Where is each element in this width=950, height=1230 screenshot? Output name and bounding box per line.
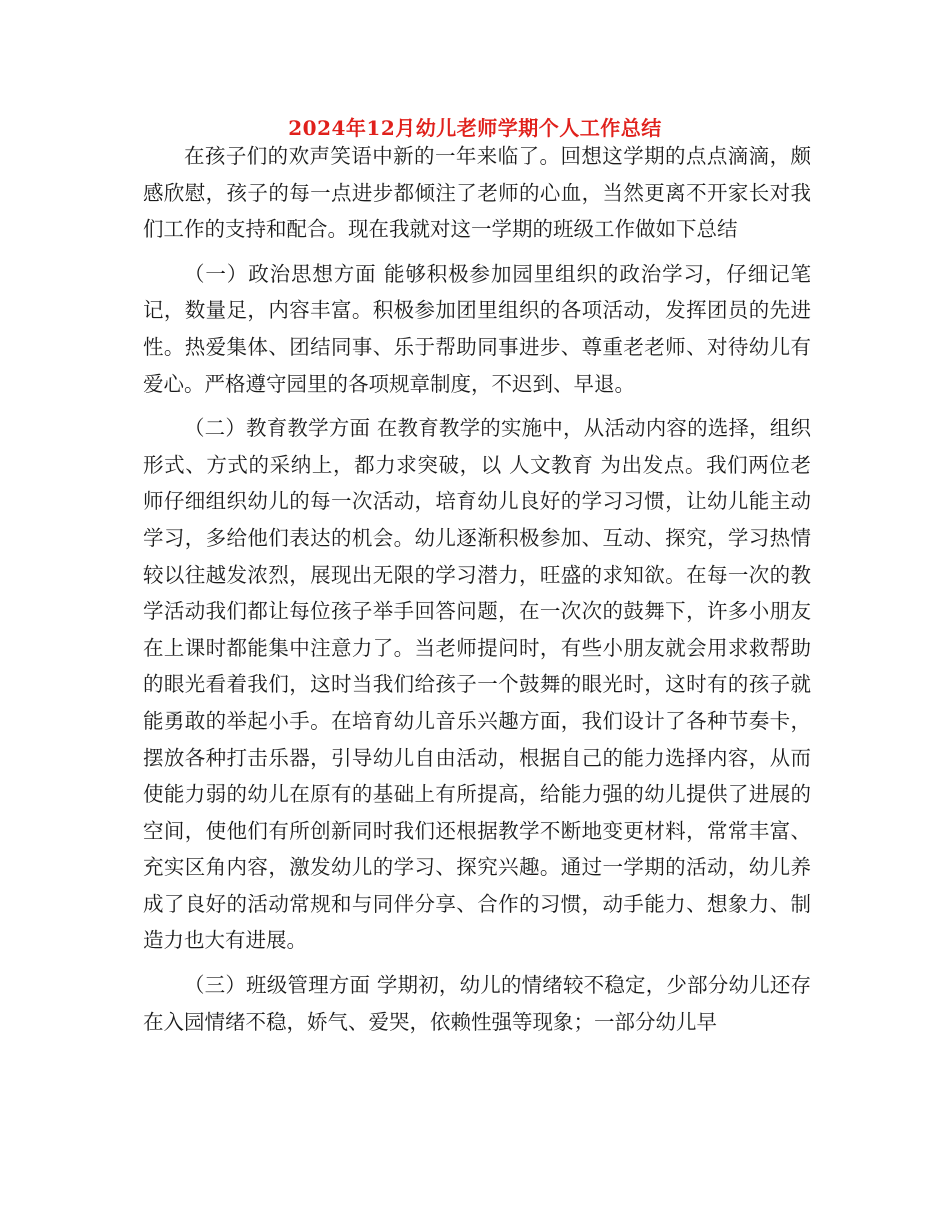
paragraph-class-management: （三）班级管理方面 学期初，幼儿的情绪较不稳定，少部分幼儿还存在入园情绪不稳，娇气、爱哭，依赖性强等现象；一部分幼儿早 — [143, 973, 811, 1034]
document-title: 2024年12月幼儿老师学期个人工作总结 — [288, 116, 662, 140]
document-body — [143, 138, 811, 1040]
paragraph-education-teaching: （二）教育教学方面 在教育教学的实施中，从活动内容的选择，组织形式、方式的采纳上，都力求突破，以 人文教育 为出发点。我们两位老师仔细组织幼儿的每一次活动，培育幼儿良好的学习习惯，让幼儿能主动学习，多给他们表达的机会。幼儿逐渐积极参加、互动、探究，学习热情较以往越发浓烈，展现出无限的学习潜力，旺盛的求知欲。在每一次的教学活动我们都让每位孩子举手回答问题，在一次次的鼓舞下，许多小朋友在上课时都能集中注意力了。当老师提问时，有些小朋友就会用求救帮助的眼光看着我们，这时当我们给孩子一个鼓舞的眼光时，这时有的孩子就能勇敢的举起小手。在培育幼儿音乐兴趣方面，我们设计了各种节奏卡，摆放各种打击乐器，引导幼儿自由活动，根据自己的能力选择内容，从而使能力弱的幼儿在原有的基础上有所提高，给能力强的幼儿提供了进展的空间，使他们有所创新同时我们还根据教学不断地变更材料，常常丰富、充实区角内容，激发幼儿的学习、探究兴趣。通过一学期的活动，幼儿养成了良好的活动常规和与同伴分享、合作的习惯，动手能力、想象力、制造力也大有进展。 — [143, 416, 811, 953]
paragraph-intro: 在孩子们的欢声笑语中新的一年来临了。回想这学期的点点滴滴，颇感欣慰，孩子的每一点进步都倾注了老师的心血，当然更离不开家长对我们工作的支持和配合。现在我就对这一学期的班级工作做如下总结 — [143, 144, 811, 242]
paragraph-political-thought: （一）政治思想方面 能够积极参加园里组织的政治学习，仔细记笔记，数量足，内容丰富。积极参加团里组织的各项活动，发挥团员的先进性。热爱集体、团结同事、乐于帮助同事进步、尊重老老师、对待幼儿有爱心。严格遵守园里的各项规章制度，不迟到、早退。 — [143, 261, 811, 396]
